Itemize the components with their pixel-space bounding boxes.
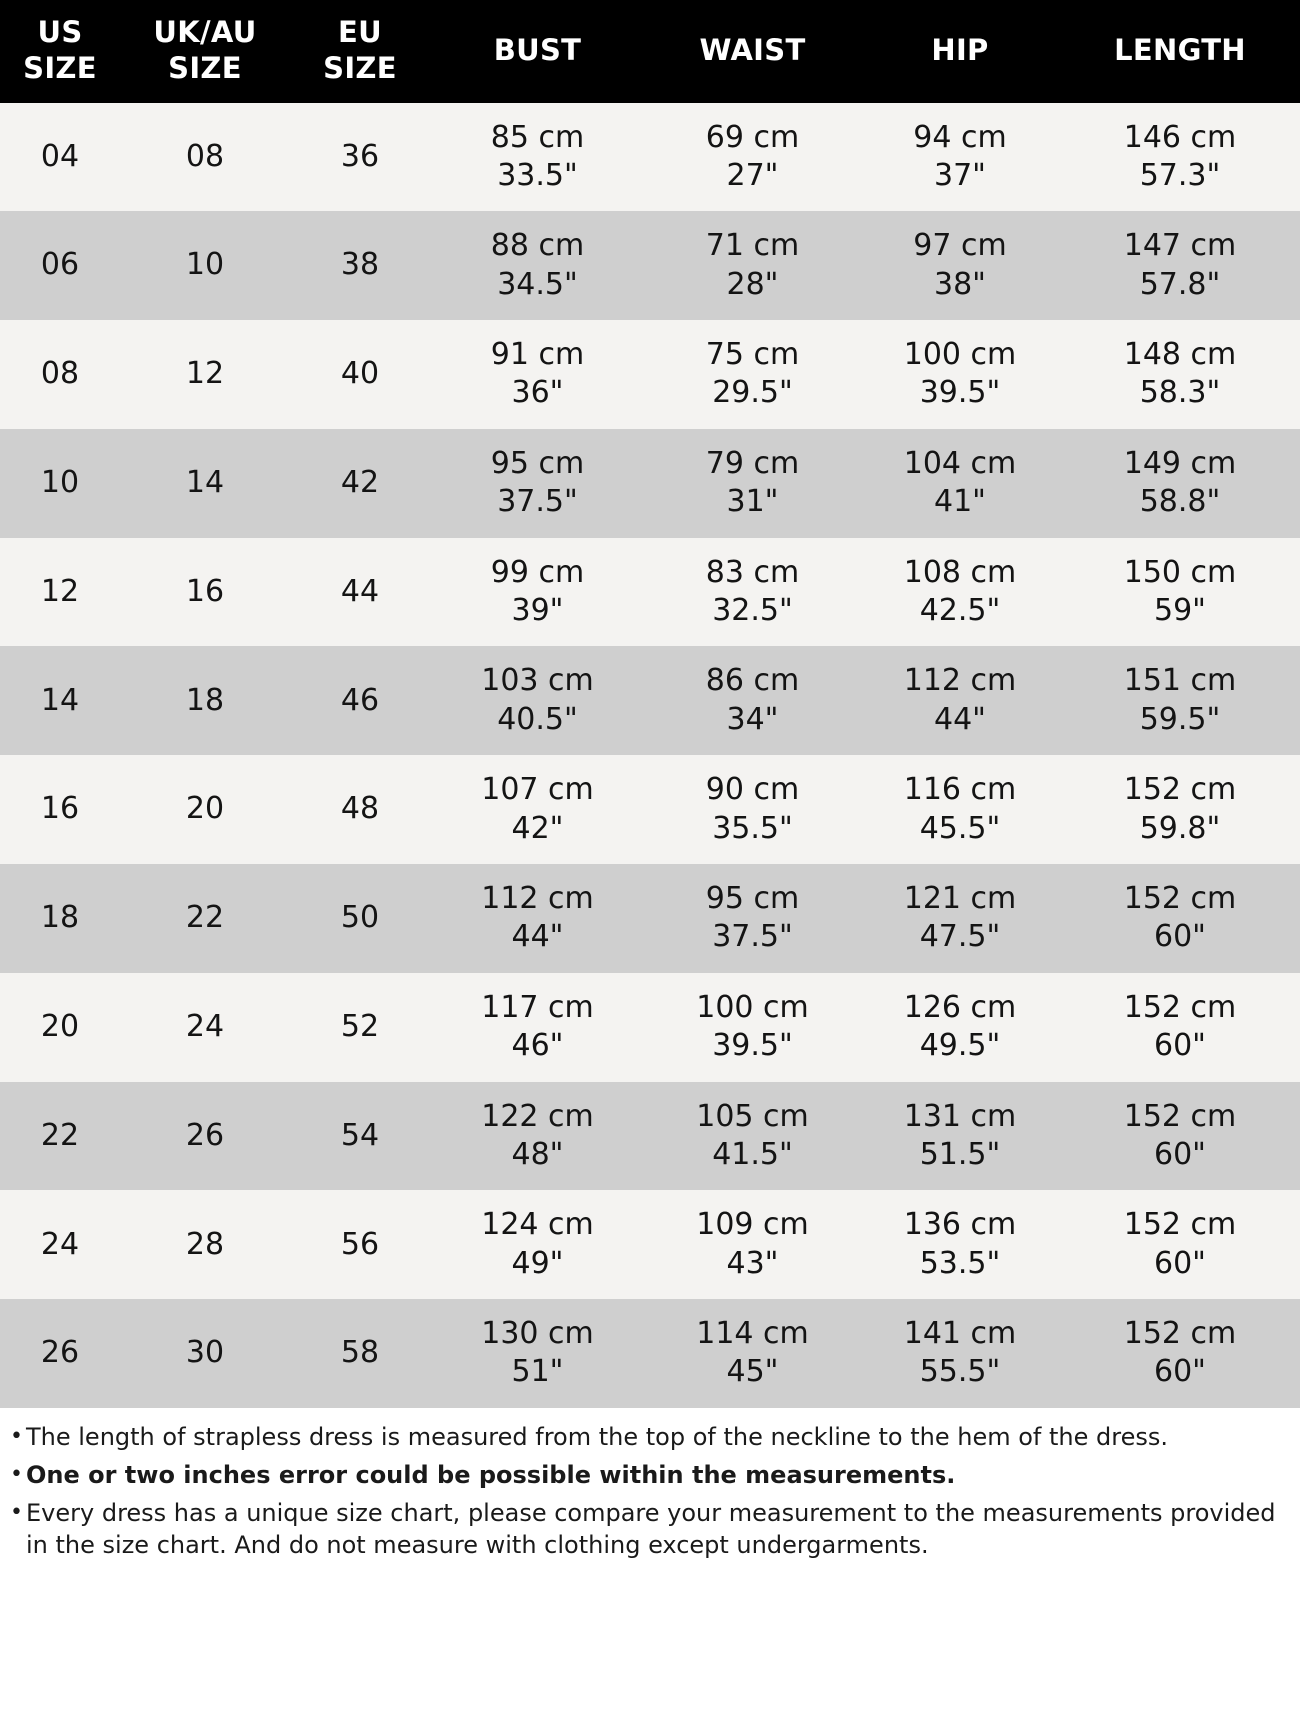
measure-in: 28" — [726, 266, 779, 302]
measure-cm: 141 cm — [903, 1316, 1017, 1352]
measure-in: 60" — [1154, 919, 1206, 955]
measure-in: 57.8" — [1139, 266, 1221, 302]
cell-ukau-size: 18 — [185, 682, 225, 718]
measure-cm: 152 cm — [1123, 880, 1237, 916]
cell-us-size: 16 — [40, 791, 80, 827]
measure-in: 55.5" — [919, 1354, 1001, 1390]
cell-us-size: 24 — [40, 1226, 80, 1262]
notes-section — [0, 1408, 1300, 1586]
measure-cm: 99 cm — [490, 554, 585, 590]
cell-waist — [645, 429, 860, 538]
table-row — [0, 755, 1300, 864]
measure-in: 31" — [726, 484, 779, 520]
note-text: Every dress has a unique size chart, please compare your measurement to the measurements provided in the size chart. And do not measure with clothing except undergarments. — [26, 1498, 1276, 1559]
measure-cm: 151 cm — [1123, 663, 1237, 699]
measure-cm: 85 cm — [490, 119, 585, 155]
measure-in: 49" — [511, 1245, 564, 1281]
cell-hip — [860, 1082, 1060, 1191]
cell-length — [1060, 320, 1300, 429]
cell-length — [1060, 973, 1300, 1082]
cell-bust — [430, 1299, 645, 1408]
measure-cm: 152 cm — [1123, 989, 1237, 1025]
cell-ukau-size: 30 — [185, 1335, 225, 1371]
cell-bust — [430, 755, 645, 864]
measure-cm: 112 cm — [903, 663, 1017, 699]
measure-cm: 103 cm — [481, 663, 594, 699]
measure-cm: 86 cm — [705, 663, 800, 699]
cell-ukau-size: 20 — [185, 791, 225, 827]
measure-in: 39" — [511, 593, 564, 629]
cell-bust — [430, 1082, 645, 1191]
cell-waist — [645, 320, 860, 429]
cell-eu-size: 36 — [340, 138, 380, 174]
cell-ukau-size: 22 — [185, 900, 225, 936]
cell-eu-size: 56 — [340, 1226, 380, 1262]
cell-eu-size: 46 — [340, 682, 380, 718]
cell-ukau-size: 26 — [185, 1117, 225, 1153]
measure-cm: 90 cm — [705, 772, 800, 808]
measure-cm: 150 cm — [1123, 554, 1237, 590]
note-item — [10, 1460, 1290, 1492]
table-body — [0, 103, 1300, 1408]
column-header-length — [1060, 0, 1300, 103]
measure-cm: 114 cm — [696, 1316, 809, 1352]
measure-in: 35.5" — [712, 810, 793, 846]
table-row — [0, 864, 1300, 973]
measure-in: 53.5" — [919, 1245, 1001, 1281]
cell-hip — [860, 646, 1060, 755]
measure-cm: 91 cm — [490, 337, 585, 373]
measure-cm: 121 cm — [903, 880, 1017, 916]
table-header — [0, 0, 1300, 103]
header-line: US — [37, 15, 83, 49]
measure-in: 43" — [726, 1245, 779, 1281]
measure-in: 37.5" — [497, 484, 578, 520]
measure-cm: 122 cm — [481, 1098, 594, 1134]
measure-cm: 112 cm — [481, 880, 594, 916]
cell-length — [1060, 211, 1300, 320]
cell-us-size: 26 — [40, 1335, 80, 1371]
measure-in: 37" — [934, 157, 986, 193]
cell-hip — [860, 1299, 1060, 1408]
measure-cm: 88 cm — [490, 228, 585, 264]
cell-hip — [860, 211, 1060, 320]
cell-length — [1060, 429, 1300, 538]
measure-cm: 104 cm — [903, 445, 1017, 481]
header-line: UK/AU — [153, 15, 257, 49]
measure-in: 34.5" — [497, 266, 578, 302]
measure-cm: 94 cm — [913, 119, 1007, 155]
cell-eu-size: 40 — [340, 356, 380, 392]
table-row — [0, 538, 1300, 647]
cell-length — [1060, 864, 1300, 973]
cell-length — [1060, 755, 1300, 864]
measure-in: 51.5" — [919, 1136, 1001, 1172]
measure-in: 33.5" — [497, 157, 578, 193]
measure-in: 39.5" — [712, 1028, 793, 1064]
measure-in: 38" — [934, 266, 986, 302]
cell-waist — [645, 1299, 860, 1408]
measure-in: 58.3" — [1139, 375, 1221, 411]
cell-waist — [645, 646, 860, 755]
header-line: LENGTH — [1114, 33, 1246, 68]
cell-eu-size: 42 — [340, 465, 380, 501]
cell-ukau-size: 14 — [185, 465, 225, 501]
cell-bust — [430, 211, 645, 320]
cell-waist — [645, 755, 860, 864]
table-row — [0, 103, 1300, 212]
measure-cm: 71 cm — [705, 228, 800, 264]
measure-in: 45.5" — [919, 810, 1001, 846]
measure-in: 45" — [726, 1354, 779, 1390]
cell-length — [1060, 1190, 1300, 1299]
cell-waist — [645, 1190, 860, 1299]
cell-bust — [430, 103, 645, 212]
measure-in: 39.5" — [919, 375, 1001, 411]
cell-hip — [860, 1190, 1060, 1299]
measure-in: 41.5" — [712, 1136, 793, 1172]
column-header-waist — [645, 0, 860, 103]
measure-cm: 152 cm — [1123, 1098, 1237, 1134]
measure-cm: 130 cm — [481, 1316, 594, 1352]
measure-cm: 148 cm — [1123, 337, 1237, 373]
measure-in: 37.5" — [712, 919, 793, 955]
table-row — [0, 429, 1300, 538]
cell-bust — [430, 646, 645, 755]
measure-in: 42.5" — [919, 593, 1001, 629]
column-header-us-size — [0, 0, 120, 103]
table-row — [0, 1299, 1300, 1408]
table-row — [0, 1190, 1300, 1299]
cell-bust — [430, 1190, 645, 1299]
table-row — [0, 1082, 1300, 1191]
cell-hip — [860, 538, 1060, 647]
cell-hip — [860, 429, 1060, 538]
measure-in: 32.5" — [712, 593, 793, 629]
cell-bust — [430, 320, 645, 429]
cell-eu-size: 38 — [340, 247, 380, 283]
measure-in: 49.5" — [919, 1028, 1001, 1064]
measure-cm: 107 cm — [481, 772, 594, 808]
header-line: SIZE — [23, 51, 97, 86]
measure-in: 60" — [1154, 1245, 1206, 1281]
measure-cm: 95 cm — [490, 445, 585, 481]
cell-us-size: 04 — [40, 138, 80, 174]
bullet-icon: • — [10, 1499, 23, 1525]
note-text: One or two inches error could be possible within the measurements. — [26, 1460, 956, 1489]
measure-cm: 97 cm — [913, 228, 1007, 264]
measure-in: 59.8" — [1139, 810, 1221, 846]
measure-cm: 131 cm — [903, 1098, 1017, 1134]
measure-cm: 69 cm — [705, 119, 800, 155]
cell-ukau-size: 08 — [185, 138, 225, 174]
measure-cm: 116 cm — [903, 772, 1017, 808]
cell-eu-size: 58 — [340, 1335, 380, 1371]
cell-bust — [430, 864, 645, 973]
measure-in: 42" — [511, 810, 564, 846]
cell-bust — [430, 429, 645, 538]
measure-cm: 152 cm — [1123, 772, 1237, 808]
cell-waist — [645, 1082, 860, 1191]
cell-hip — [860, 755, 1060, 864]
measure-in: 51" — [511, 1354, 564, 1390]
measure-cm: 146 cm — [1123, 119, 1237, 155]
cell-bust — [430, 973, 645, 1082]
cell-us-size: 14 — [40, 682, 80, 718]
measure-in: 60" — [1154, 1136, 1206, 1172]
measure-cm: 152 cm — [1123, 1316, 1237, 1352]
cell-eu-size: 48 — [340, 791, 380, 827]
measure-cm: 109 cm — [696, 1207, 809, 1243]
table-row — [0, 973, 1300, 1082]
measure-cm: 79 cm — [705, 445, 800, 481]
cell-us-size: 08 — [40, 356, 80, 392]
cell-ukau-size: 28 — [185, 1226, 225, 1262]
measure-cm: 100 cm — [696, 989, 809, 1025]
cell-length — [1060, 646, 1300, 755]
cell-ukau-size: 24 — [185, 1008, 225, 1044]
column-header-eu-size — [290, 0, 430, 103]
measure-cm: 75 cm — [705, 337, 800, 373]
header-line: EU — [338, 15, 382, 49]
cell-hip — [860, 103, 1060, 212]
cell-us-size: 12 — [40, 573, 80, 609]
cell-hip — [860, 864, 1060, 973]
header-line: HIP — [931, 33, 989, 68]
measure-in: 58.8" — [1139, 484, 1221, 520]
measure-cm: 105 cm — [696, 1098, 809, 1134]
cell-length — [1060, 1299, 1300, 1408]
measure-in: 29.5" — [712, 375, 793, 411]
measure-cm: 152 cm — [1123, 1207, 1237, 1243]
header-line: WAIST — [699, 33, 806, 68]
measure-in: 40.5" — [497, 701, 578, 737]
column-header-bust — [430, 0, 645, 103]
cell-waist — [645, 973, 860, 1082]
cell-us-size: 18 — [40, 900, 80, 936]
cell-bust — [430, 538, 645, 647]
measure-in: 44" — [934, 701, 986, 737]
note-item — [10, 1498, 1290, 1562]
measure-cm: 83 cm — [705, 554, 800, 590]
note-text: The length of strapless dress is measured from the top of the neckline to the hem of the dress. — [26, 1422, 1168, 1451]
cell-eu-size: 54 — [340, 1117, 380, 1153]
measure-in: 60" — [1154, 1028, 1206, 1064]
measure-in: 46" — [511, 1028, 564, 1064]
cell-us-size: 22 — [40, 1117, 80, 1153]
cell-hip — [860, 973, 1060, 1082]
cell-eu-size: 52 — [340, 1008, 380, 1044]
cell-hip — [860, 320, 1060, 429]
measure-in: 57.3" — [1139, 157, 1221, 193]
note-item — [10, 1422, 1290, 1454]
measure-cm: 147 cm — [1123, 228, 1237, 264]
measure-cm: 126 cm — [903, 989, 1017, 1025]
measure-in: 44" — [511, 919, 564, 955]
table-row — [0, 211, 1300, 320]
cell-length — [1060, 103, 1300, 212]
cell-us-size: 20 — [40, 1008, 80, 1044]
cell-ukau-size: 12 — [185, 356, 225, 392]
measure-in: 41" — [934, 484, 986, 520]
cell-ukau-size: 10 — [185, 247, 225, 283]
measure-cm: 149 cm — [1123, 445, 1237, 481]
measure-in: 59" — [1154, 593, 1206, 629]
column-header-uk-au-size — [120, 0, 290, 103]
column-header-hip — [860, 0, 1060, 103]
cell-ukau-size: 16 — [185, 573, 225, 609]
bullet-icon: • — [10, 1423, 23, 1449]
cell-eu-size: 44 — [340, 573, 380, 609]
table-row — [0, 646, 1300, 755]
measure-in: 59.5" — [1139, 701, 1221, 737]
measure-in: 27" — [726, 157, 779, 193]
cell-length — [1060, 1082, 1300, 1191]
header-line: BUST — [493, 33, 582, 68]
measure-in: 36" — [511, 375, 564, 411]
measure-in: 47.5" — [919, 919, 1001, 955]
measure-cm: 117 cm — [481, 989, 594, 1025]
measure-cm: 108 cm — [903, 554, 1017, 590]
measure-cm: 95 cm — [705, 880, 800, 916]
measure-in: 34" — [726, 701, 779, 737]
bullet-icon: • — [10, 1461, 23, 1487]
measure-in: 60" — [1154, 1354, 1206, 1390]
measure-cm: 100 cm — [903, 337, 1017, 373]
cell-us-size: 06 — [40, 247, 80, 283]
cell-waist — [645, 103, 860, 212]
measure-cm: 136 cm — [903, 1207, 1017, 1243]
cell-eu-size: 50 — [340, 900, 380, 936]
cell-waist — [645, 864, 860, 973]
cell-us-size: 10 — [40, 465, 80, 501]
cell-waist — [645, 211, 860, 320]
measure-cm: 124 cm — [481, 1207, 594, 1243]
header-row — [0, 0, 1300, 103]
table-row — [0, 320, 1300, 429]
cell-waist — [645, 538, 860, 647]
header-line: SIZE — [323, 51, 397, 86]
cell-length — [1060, 538, 1300, 647]
measure-in: 48" — [511, 1136, 564, 1172]
header-line: SIZE — [168, 51, 242, 86]
